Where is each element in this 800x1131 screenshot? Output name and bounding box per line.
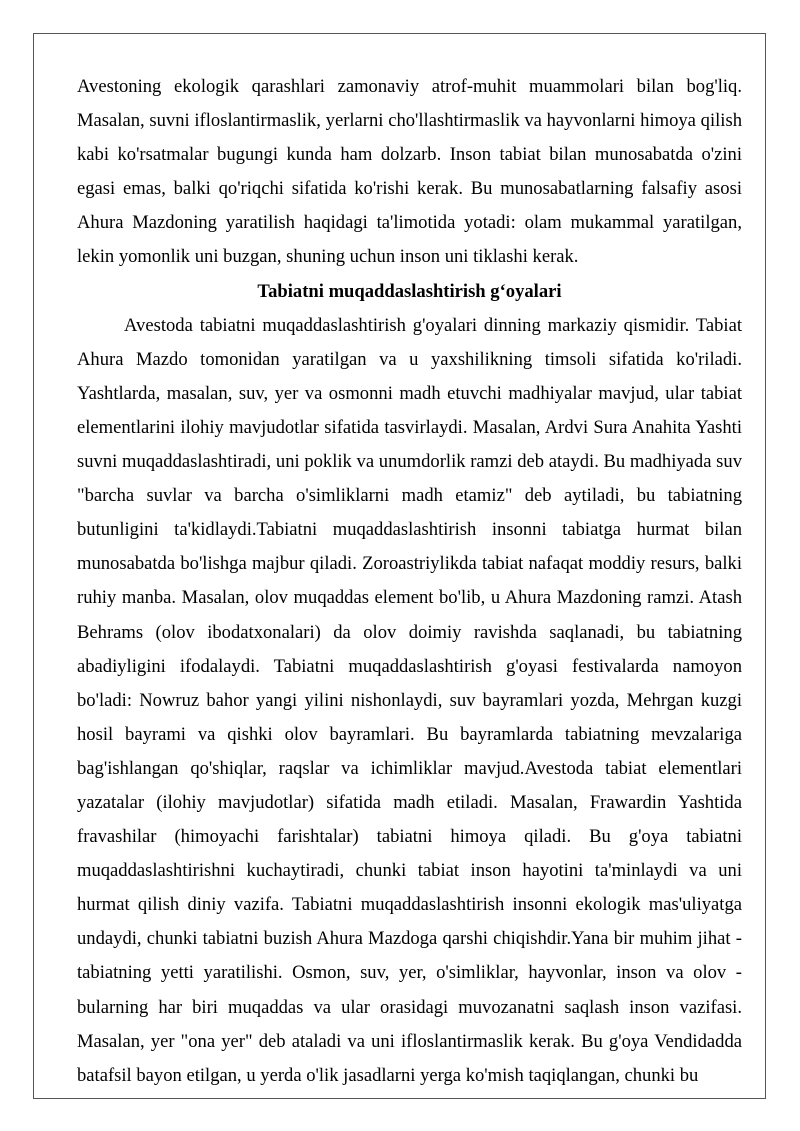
paragraph-sanctification-of-nature: Avestoda tabiatni muqaddaslashtirish g'oyalari dinning markaziy qismidir. Tabiat Ahura Mazdo tomonidan yaratilgan va u yaxshilikning timsoli sifatida ko'riladi. Yashtlarda, masalan, suv, yer va osmonni madh etuvchi madhiyalar mavjud, ular tabiat elementlarini ilohiy mavjudotlar sifatida tasvirlaydi. Masalan, Ardvi Sura Anahita Yashti suvni muqaddaslashtiradi, uni poklik va unumdorlik ramzi deb ataydi. Bu madhiyada suv "barcha suvlar va barcha o'simliklarni madh etamiz" deb aytiladi, bu tabiatning butunligini ta'kidlaydi.Tabiatni muqaddaslashtirish insonni tabiatga hurmat bilan munosabatda bo'lishga majbur qiladi. Zoroastriylikda tabiat nafaqat moddiy resurs, balki ruhiy manba. Masalan, olov muqaddas element bo'lib, u Ahura Mazdoning ramzi. Atash Behrams (olov ibodatxonalari) da olov doimiy ravishda saqlanadi, bu tabiatning abadiyligini ifodalaydi. Tabiatni muqaddaslashtirish g'oyasi festivalarda namoyon bo'ladi: Nowruz bahor yangi yilini nishonlaydi, suv bayramlari yozda, Mehrgan kuzgi hosil bayrami va qishki olov bayramlari. Bu bayramlarda tabiatning mevzalariga bag'ishlangan qo'shiqlar, raqslar va ichimliklar mavjud.Avestoda tabiat elementlari yazatalar (ilohiy mavjudotlar) sifatida madh etiladi. Masalan, Frawardin Yashtida fravashilar (himoyachi farishtalar) tabiatni himoya qiladi. Bu g'oya tabiatni muqaddaslashtirishni kuchaytiradi, chunki tabiat inson hayotini ta'minlaydi va uni hurmat qilish diniy vazifa. Tabiatni muqaddaslashtirish insonni ekologik mas'uliyatga undaydi, chunki tabiatni buzish Ahura Mazdoga qarshi chiqishdir.Yana bir muhim jihat - tabiatning yetti yaratilishi. Osmon, suv, yer, o'simliklar, hayvonlar, inson va olov - bularning har biri muqaddas va ular orasidagi muvozanatni saqlash inson vazifasi. Masalan, yer "ona yer" deb ataladi va uni ifloslantirmaslik kerak. Bu g'oya Vendidadda batafsil bayon etilgan, u yerda o'lik jasadlarni yerga ko'mish taqiqlangan, chunki bu (77, 314, 742, 1086)
section-heading: Tabiatni muqaddaslashtirish g‘oyalari (257, 280, 562, 302)
document-body (77, 70, 742, 1093)
paragraph-ecological-views: Avestoning ekologik qarashlari zamonaviy atrof-muhit muammolari bilan bog'liq. Masalan, suvni ifloslantirmaslik, yerlarni cho'llashtirmaslik va hayvonlarni himoya qilish kabi ko'rsatmalar bugungi kunda ham dolzarb. Inson tabiat bilan munosabatda o'zini egasi emas, balki qo'riqchi sifatida ko'rishi kerak. Bu munosabatlarning falsafiy asosi Ahura Mazdoning yaratilish haqidagi ta'limotida yotadi: olam mukammal yaratilgan, lekin yomonlik uni buzgan, shuning uchun inson uni tiklashi kerak. (77, 76, 742, 268)
